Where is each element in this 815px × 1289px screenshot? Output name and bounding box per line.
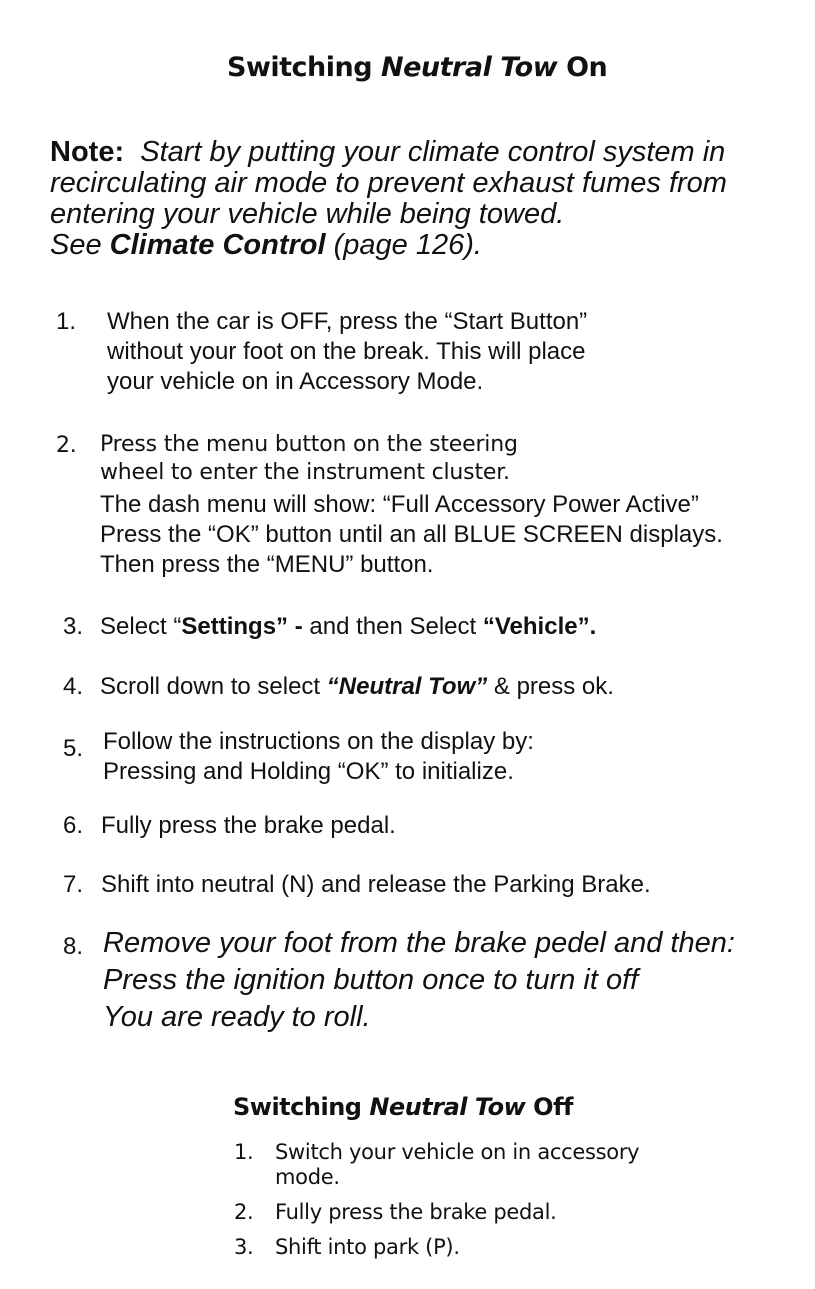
step-4-number: 4. (63, 673, 84, 700)
note-line-3: entering your vehicle while being towed. (50, 198, 565, 230)
section-title-on (227, 52, 607, 83)
step-2-number: 2. (56, 433, 77, 458)
note-line-2: recirculating air mode to prevent exhaust fumes from (50, 167, 727, 199)
off-step-3-text: Shift into park (P). (275, 1235, 460, 1259)
off-step-2-number: 2. (234, 1200, 254, 1224)
section-title-off (233, 1093, 573, 1121)
title-off-prefix: Switching (233, 1093, 362, 1121)
off-step-2-text: Fully press the brake pedal. (275, 1200, 557, 1224)
step-3-text: Select “Settings” - and then Select “Vehicle”. (100, 613, 597, 640)
title-off-emphasis: Neutral Tow (369, 1093, 526, 1121)
off-step-1-text: Switch your vehicle on in accessory mode. (275, 1140, 640, 1189)
step-3-number: 3. (63, 613, 84, 640)
note-block (50, 137, 727, 261)
step-6-number: 6. (63, 812, 84, 839)
step-5-number: 5. (63, 735, 84, 762)
step-4-text: Scroll down to select “Neutral Tow” & press ok. (100, 673, 614, 700)
title-on-emphasis: Neutral Tow (381, 52, 558, 83)
title-off-suffix: Off (533, 1093, 573, 1121)
neutral-tow-menu-item: “Neutral Tow” (326, 673, 488, 700)
step-5-text: Follow the instructions on the display by: Pressing and Holding “OK” to initialize. (103, 728, 534, 785)
off-step-3-number: 3. (234, 1235, 254, 1259)
step-8-text: Remove your foot from the brake pedel and then: Press the ignition button once to turn it off You are ready to roll. (103, 927, 735, 1033)
step-1-number: 1. (56, 308, 77, 335)
step-7-number: 7. (63, 871, 84, 898)
step-6-text: Fully press the brake pedal. (101, 812, 396, 839)
note-line-4: See Climate Control (page 126). (50, 229, 482, 261)
step-1-text: When the car is OFF, press the “Start Button” without your foot on the break. This will place your vehicle on in Accessory Mode. (107, 308, 588, 395)
note-line-1: Note: Start by putting your climate control system in (50, 136, 726, 168)
climate-control-reference: Climate Control (109, 229, 326, 261)
step-2-text: Press the menu button on the steering wheel to enter the instrument cluster. The dash menu will show: “Full Accessory Power Active” Press the “OK” button until an all BLUE SCREEN displays. Then press the “MENU” button. (100, 432, 723, 578)
off-step-1-number: 1. (234, 1140, 254, 1164)
note-label: Note: (50, 136, 125, 168)
step-7-text: Shift into neutral (N) and release the Parking Brake. (101, 871, 651, 898)
step-8-number: 8. (63, 933, 84, 960)
title-on-suffix: On (566, 52, 608, 83)
title-on-prefix: Switching (227, 52, 373, 83)
